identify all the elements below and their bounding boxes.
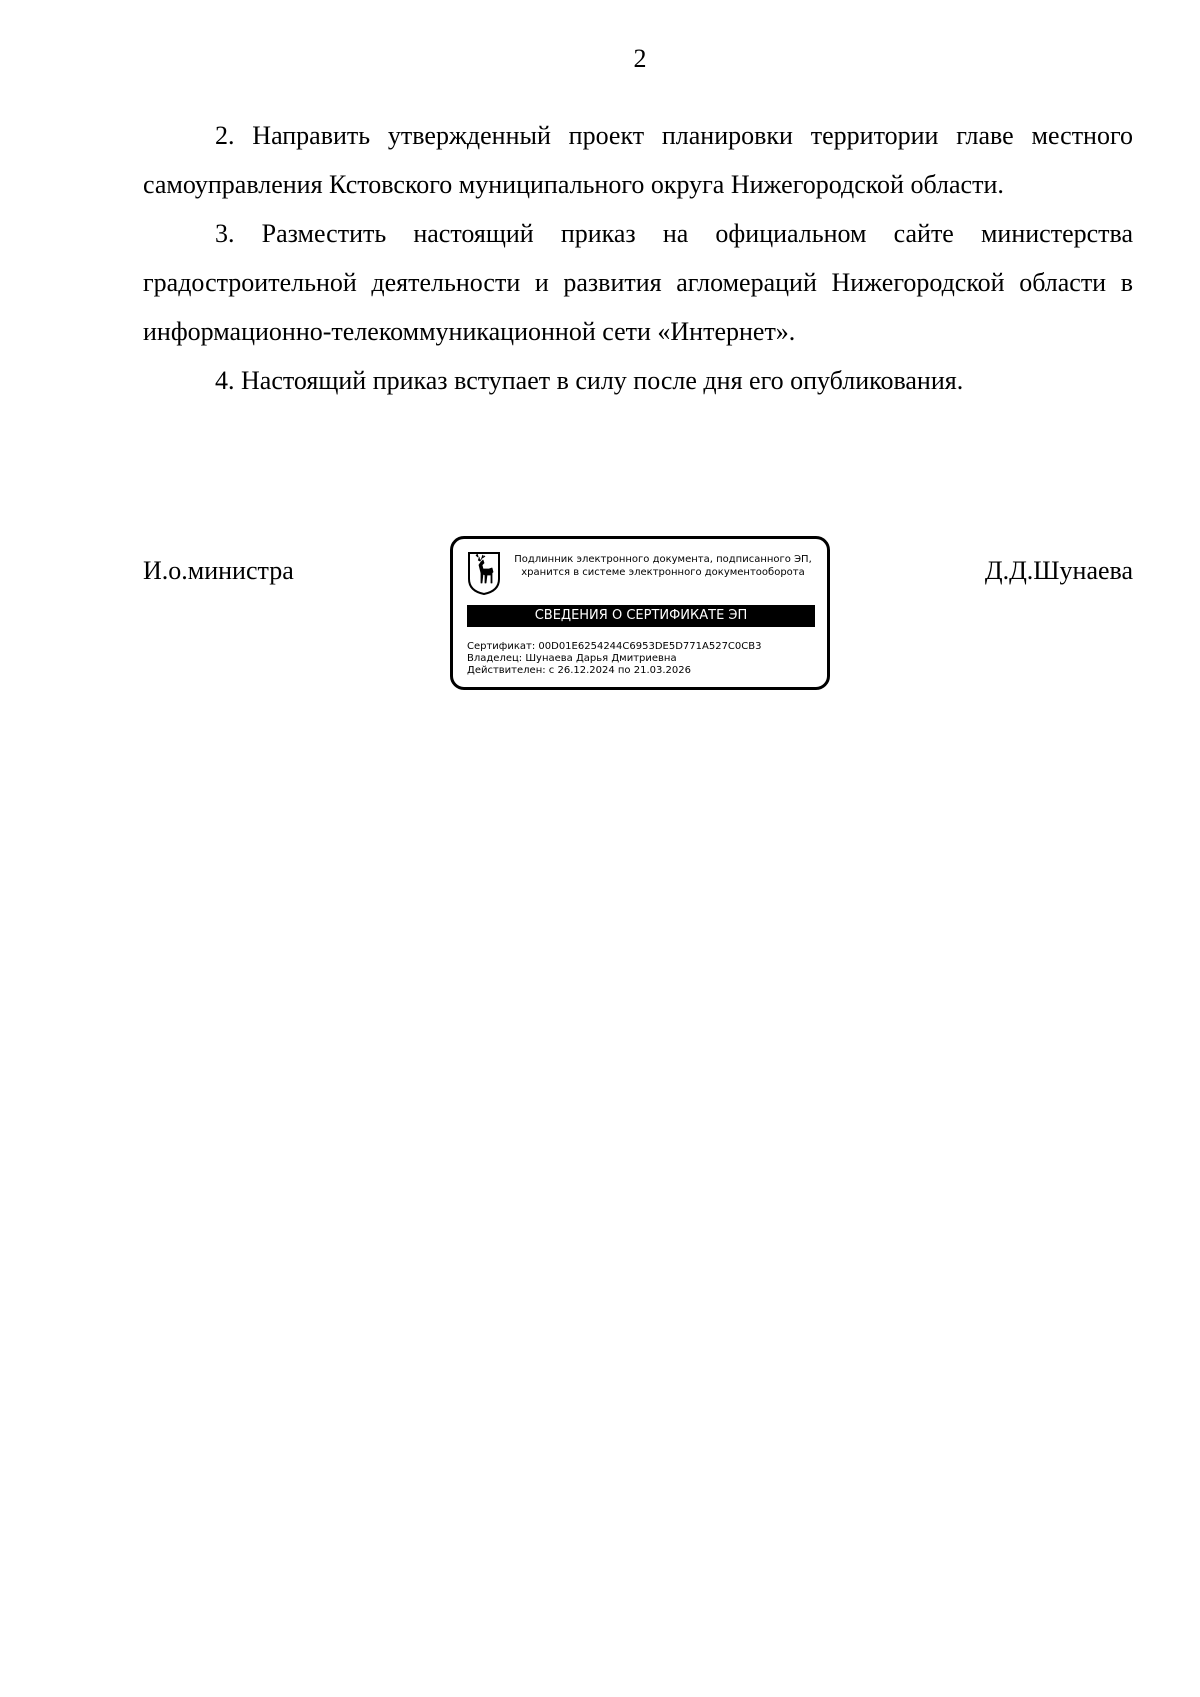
certificate-details <box>467 641 817 677</box>
paragraph-3: 3. Разместить настоящий приказ на официальном сайте министерства градостроительной деятельности и развития агломераций Нижегородской области в информационно-телекоммуникационной сети «Интернет». <box>143 219 1133 346</box>
paragraph-2: 2. Направить утвержденный проект планировки территории главе местного самоуправления Кстовского муниципального округа Нижегородской области. <box>143 121 1133 199</box>
signatory-role: И.о.министра <box>143 556 294 585</box>
stamp-header-line-2: хранится в системе электронного документооборота <box>521 567 805 578</box>
paragraph-4: 4. Настоящий приказ вступает в силу после дня его опубликования. <box>215 366 964 395</box>
document-body <box>143 111 1133 405</box>
deer-coat-of-arms-icon <box>467 551 501 595</box>
electronic-signature-stamp <box>450 536 830 690</box>
signatory-name: Д.Д.Шунаева <box>984 556 1133 585</box>
page-number: 2 <box>633 44 647 73</box>
certificate-owner: Владелец: Шунаева Дарья Дмитриевна <box>467 653 677 664</box>
stamp-title: СВЕДЕНИЯ О СЕРТИФИКАТЕ ЭП <box>467 605 815 627</box>
stamp-header <box>505 553 821 579</box>
stamp-header-line-1: Подлинник электронного документа, подписанного ЭП, <box>514 554 812 565</box>
certificate-number: Сертификат: 00D01E6254244C6953DE5D771A527C0CB3 <box>467 641 762 652</box>
certificate-validity: Действителен: с 26.12.2024 по 21.03.2026 <box>467 665 691 676</box>
